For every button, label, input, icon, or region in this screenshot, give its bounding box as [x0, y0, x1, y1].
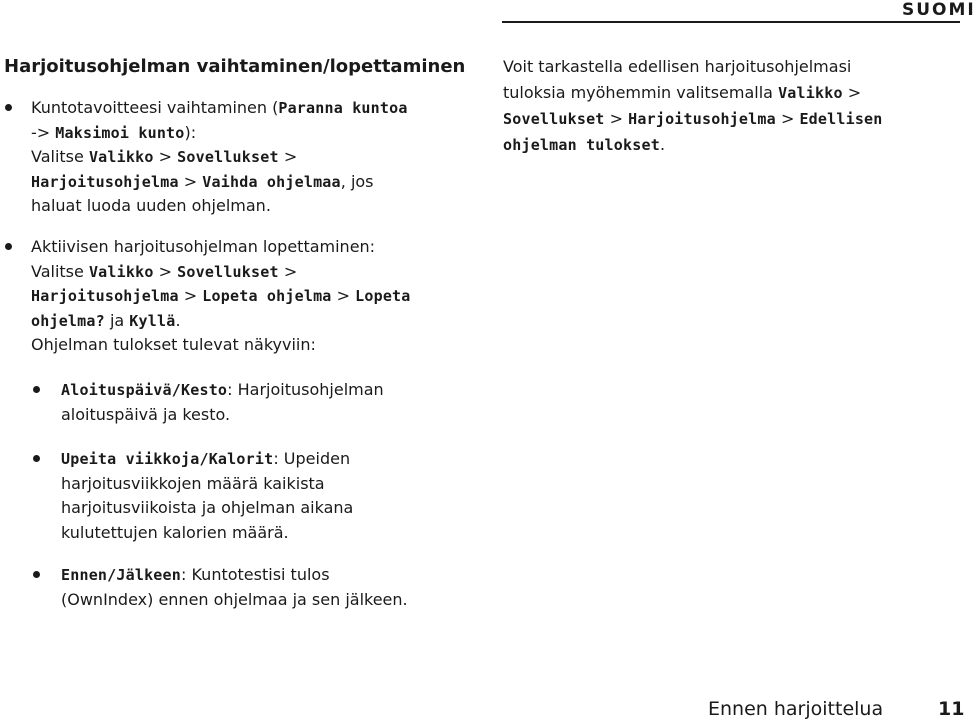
command-harjoitusohjelma: Harjoitusohjelma [31, 172, 179, 191]
text: Valitse [31, 147, 84, 166]
stop-program-line-4 [31, 309, 491, 334]
separator: > [336, 286, 351, 305]
command-harjoitusohjelma: Harjoitusohjelma [628, 110, 776, 128]
stop-program-instructions [31, 235, 491, 358]
text: , jos [340, 171, 374, 191]
text: : Kuntotestisi tulos [181, 565, 330, 584]
result-before-after [61, 563, 481, 612]
bullet-result-weeks-calories [33, 455, 40, 462]
separator: > [183, 286, 198, 305]
previous-line-4 [503, 132, 943, 158]
command-sovellukset: Sovellukset [177, 148, 279, 166]
change-goal-line-3 [31, 145, 491, 170]
result-term: Ennen/Jälkeen [61, 566, 181, 584]
result-line-1 [61, 563, 481, 588]
result-start-duration [61, 378, 481, 427]
result-line-4: kulutettujen kalorien määrä. [61, 522, 289, 542]
command-valikko: Valikko [778, 84, 843, 102]
change-goal-instructions [31, 96, 491, 219]
previous-line-2 [503, 80, 943, 106]
result-term: Aloituspäivä/Kesto [61, 381, 228, 399]
result-term: Upeita viikkoja/Kalorit [61, 450, 274, 468]
separator: > [283, 147, 298, 166]
text: ): [184, 122, 197, 142]
result-weeks-calories [61, 447, 481, 545]
bullet-result-start-duration [33, 386, 40, 393]
separator: > [183, 171, 198, 191]
previous-line-1: Voit tarkastella edellisen harjoitusohjelmasi [503, 57, 852, 76]
result-line-2: harjoitusviikkojen määrä kaikista [61, 473, 325, 493]
result-line-1 [61, 447, 481, 472]
separator: > [283, 261, 298, 281]
text: : Harjoitusohjelman [227, 380, 384, 399]
language-label: SUOMI [902, 0, 976, 20]
change-goal-line-1 [31, 96, 491, 121]
arrow-text: -> [31, 122, 51, 142]
command-ohjelman-tulokset: ohjelman tulokset [503, 136, 660, 154]
bullet-stop-program [5, 243, 12, 250]
command-ohjelma: ohjelma? [31, 311, 105, 330]
result-line-2: aloituspäivä ja kesto. [61, 404, 231, 424]
text: Valitse [31, 261, 84, 281]
header-rule [502, 21, 960, 23]
previous-results-paragraph [503, 54, 943, 158]
change-goal-line-4 [31, 170, 491, 195]
command-kylla: Kyllä [129, 311, 176, 330]
bullet-change-goal [5, 104, 12, 111]
command-sovellukset: Sovellukset [177, 262, 279, 281]
bullet-result-before-after [33, 571, 40, 578]
command-edellisen: Edellisen [799, 110, 883, 128]
command-lopeta-ohjelma: Lopeta ohjelma [202, 287, 332, 305]
change-goal-line-2 [31, 121, 491, 146]
text: : Upeiden [273, 449, 351, 468]
text: tuloksia myöhemmin valitsemalla [503, 83, 773, 102]
separator: > [847, 83, 862, 102]
change-goal-line-5: haluat luoda uuden ohjelman. [31, 196, 271, 215]
command-maksimoi-kunto: Maksimoi kunto [55, 123, 185, 142]
stop-program-line-2 [31, 260, 491, 285]
stop-program-line-1: Aktiivisen harjoitusohjelman lopettaminen: [31, 237, 376, 256]
stop-program-line-3 [31, 284, 491, 309]
separator: > [158, 261, 173, 281]
result-line-1 [61, 378, 481, 403]
result-line-3: harjoitusviikoista ja ohjelman aikana [61, 498, 354, 517]
separator: > [158, 147, 173, 166]
text: ja [109, 310, 125, 330]
previous-line-3 [503, 106, 943, 132]
command-valikko: Valikko [88, 262, 154, 281]
command-vaihda-ohjelmaa: Vaihda ohjelmaa [202, 172, 341, 191]
stop-program-line-5: Ohjelman tulokset tulevat näkyviin: [31, 335, 316, 354]
text: . [175, 310, 181, 330]
command-lopeta: Lopeta [355, 287, 411, 305]
separator: > [609, 109, 624, 128]
command-paranna-kuntoa: Paranna kuntoa [278, 99, 408, 117]
command-valikko: Valikko [88, 148, 154, 166]
command-harjoitusohjelma: Harjoitusohjelma [31, 287, 179, 305]
separator: > [780, 109, 795, 128]
page-number: 11 [938, 698, 965, 720]
text: Kuntotavoitteesi vaihtaminen ( [31, 98, 279, 117]
command-sovellukset: Sovellukset [503, 110, 605, 128]
section-title: Harjoitusohjelman vaihtaminen/lopettaminen [4, 56, 466, 77]
result-line-2: (OwnIndex) ennen ohjelmaa ja sen jälkeen. [61, 589, 408, 609]
text: . [659, 135, 666, 154]
footer-section-name: Ennen harjoittelua [708, 698, 884, 720]
